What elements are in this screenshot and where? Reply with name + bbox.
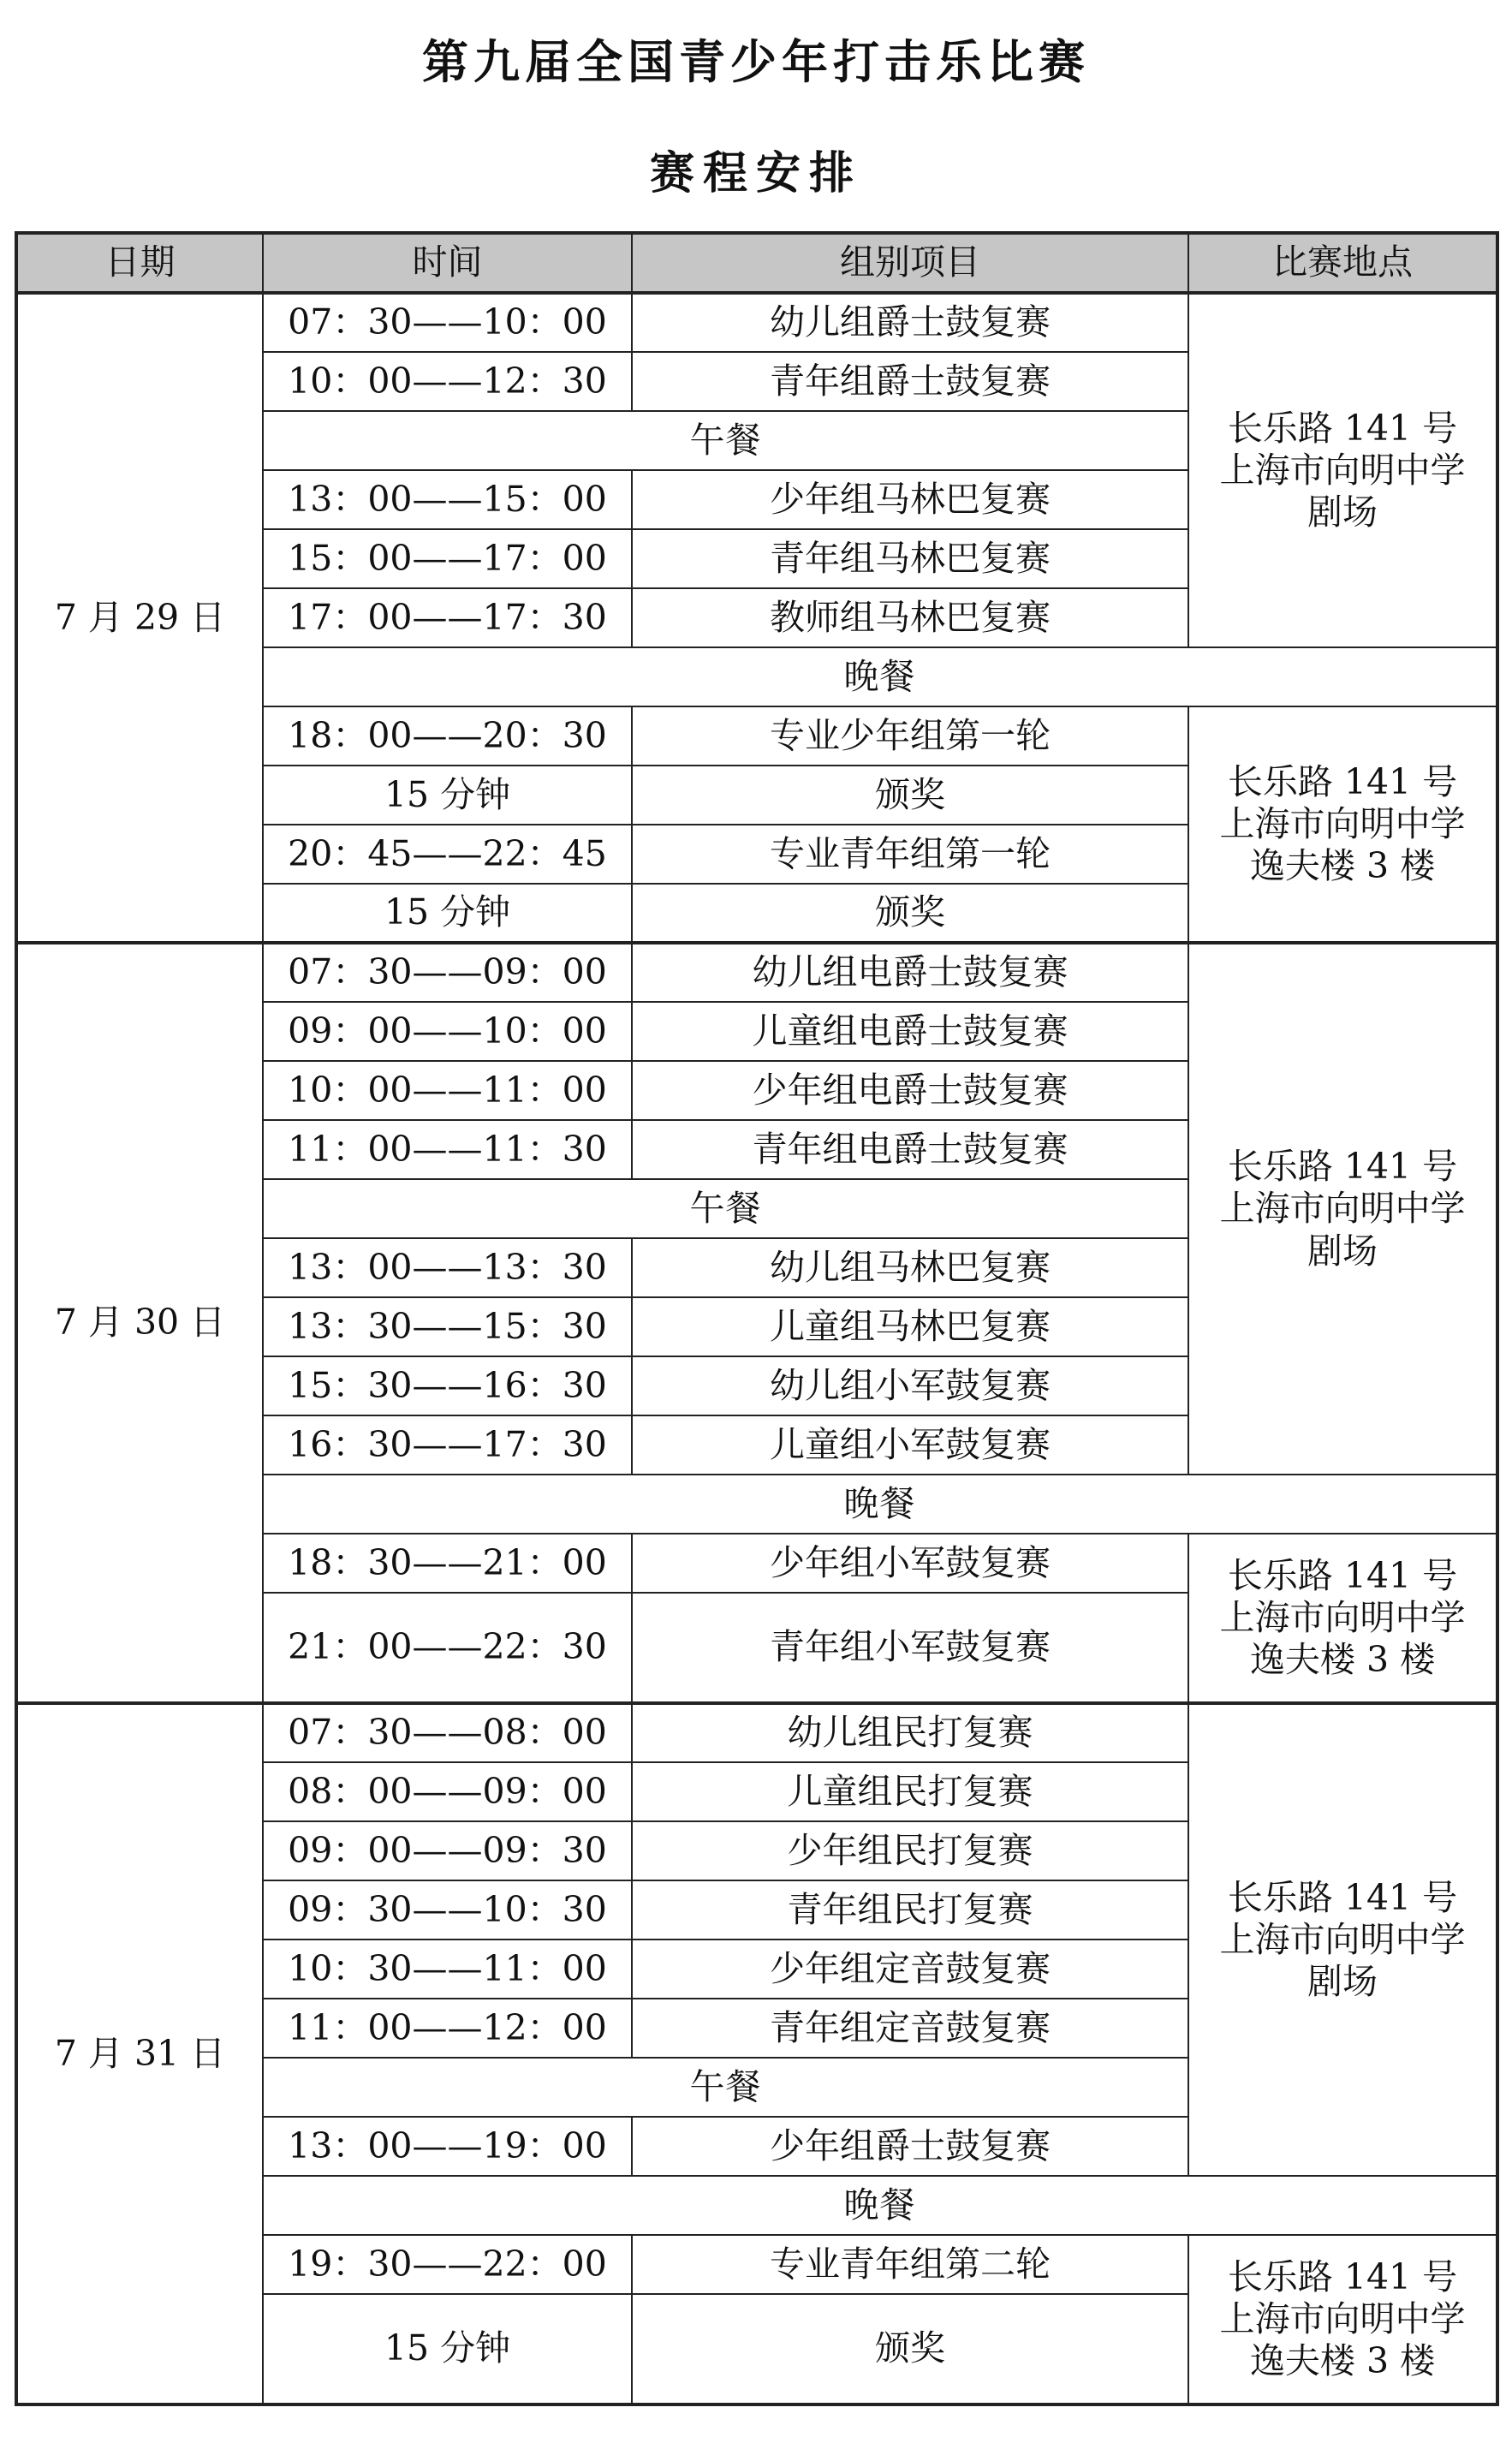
event-cell: 幼儿组小军鼓复赛	[632, 1356, 1188, 1415]
venue-line: 上海市向明中学	[1219, 802, 1466, 844]
time-cell: 10：30——11：00	[263, 1940, 632, 1999]
event-cell: 幼儿组爵士鼓复赛	[632, 293, 1188, 352]
venue-line: 长乐路 141 号	[1227, 1876, 1458, 1918]
time-cell: 07：30——10：00	[263, 293, 632, 352]
time-cell: 18：00——20：30	[263, 706, 632, 766]
header-time: 时间	[263, 233, 632, 293]
time-cell: 15 分钟	[263, 884, 632, 943]
venue-line: 长乐路 141 号	[1227, 2255, 1458, 2297]
event-cell: 儿童组电爵士鼓复赛	[632, 1002, 1188, 1061]
venue-line: 长乐路 141 号	[1227, 760, 1458, 802]
time-cell: 09：00——09：30	[263, 1821, 632, 1880]
venue-cell	[1188, 943, 1497, 1475]
venue-line: 逸夫楼 3 楼	[1249, 1639, 1436, 1681]
header-date: 日期	[16, 233, 263, 293]
venue-cell	[1188, 1703, 1497, 2176]
time-cell: 13：00——19：00	[263, 2117, 632, 2176]
time-cell: 10：00——12：30	[263, 352, 632, 411]
time-cell: 17：00——17：30	[263, 588, 632, 647]
event-cell: 幼儿组马林巴复赛	[632, 1238, 1188, 1297]
time-cell: 15：30——16：30	[263, 1356, 632, 1415]
meal-cell: 午餐	[263, 1179, 1188, 1238]
event-cell: 少年组小军鼓复赛	[632, 1534, 1188, 1593]
event-cell: 少年组马林巴复赛	[632, 470, 1188, 529]
event-cell: 专业青年组第二轮	[632, 2235, 1188, 2294]
time-cell: 10：00——11：00	[263, 1061, 632, 1120]
meal-cell: 晚餐	[263, 1475, 1497, 1534]
event-cell: 儿童组马林巴复赛	[632, 1297, 1188, 1356]
date-cell: 7 月 31 日	[16, 1703, 263, 2404]
time-cell: 21：00——22：30	[263, 1593, 632, 1703]
time-cell: 09：00——10：00	[263, 1002, 632, 1061]
table-header-row	[16, 233, 1497, 293]
event-cell: 少年组民打复赛	[632, 1821, 1188, 1880]
event-cell: 颁奖	[632, 2294, 1188, 2404]
venue-line: 上海市向明中学	[1219, 1596, 1466, 1638]
event-cell: 青年组民打复赛	[632, 1880, 1188, 1940]
document-subtitle: 赛程安排	[649, 148, 862, 200]
table-row	[16, 293, 1497, 352]
venue-line: 上海市向明中学	[1219, 449, 1466, 491]
date-cell: 7 月 29 日	[16, 293, 263, 943]
time-cell: 19：30——22：00	[263, 2235, 632, 2294]
venue-line: 上海市向明中学	[1219, 1188, 1466, 1230]
event-cell: 专业少年组第一轮	[632, 706, 1188, 766]
schedule-table	[15, 231, 1499, 2406]
event-cell: 儿童组民打复赛	[632, 1762, 1188, 1821]
venue-line: 上海市向明中学	[1219, 2297, 1466, 2339]
time-cell: 09：30——10：30	[263, 1880, 632, 1940]
event-cell: 青年组电爵士鼓复赛	[632, 1120, 1188, 1179]
venue-line: 长乐路 141 号	[1227, 1146, 1458, 1188]
event-cell: 幼儿组电爵士鼓复赛	[632, 943, 1188, 1002]
time-cell: 20：45——22：45	[263, 825, 632, 884]
time-cell: 13：30——15：30	[263, 1297, 632, 1356]
venue-line: 逸夫楼 3 楼	[1249, 2340, 1436, 2382]
venue-cell	[1188, 1534, 1497, 1703]
time-cell: 11：00——11：30	[263, 1120, 632, 1179]
time-cell: 13：00——15：00	[263, 470, 632, 529]
event-cell: 少年组爵士鼓复赛	[632, 2117, 1188, 2176]
event-cell: 颁奖	[632, 884, 1188, 943]
date-cell: 7 月 30 日	[16, 943, 263, 1703]
venue-line: 剧场	[1307, 492, 1378, 533]
event-cell: 青年组马林巴复赛	[632, 529, 1188, 588]
venue-line: 长乐路 141 号	[1227, 1554, 1458, 1596]
time-cell: 18：30——21：00	[263, 1534, 632, 1593]
event-cell: 少年组电爵士鼓复赛	[632, 1061, 1188, 1120]
meal-cell: 午餐	[263, 411, 1188, 470]
table-row	[16, 943, 1497, 1002]
time-cell: 07：30——08：00	[263, 1703, 632, 1762]
venue-line: 逸夫楼 3 楼	[1249, 845, 1436, 887]
event-cell: 颁奖	[632, 766, 1188, 825]
time-cell: 15 分钟	[263, 766, 632, 825]
table-row	[16, 1703, 1497, 1762]
header-event: 组别项目	[632, 233, 1188, 293]
time-cell: 16：30——17：30	[263, 1415, 632, 1475]
time-cell: 08：00——09：00	[263, 1762, 632, 1821]
event-cell: 青年组爵士鼓复赛	[632, 352, 1188, 411]
event-cell: 幼儿组民打复赛	[632, 1703, 1188, 1762]
event-cell: 青年组小军鼓复赛	[632, 1593, 1188, 1703]
header-venue: 比赛地点	[1188, 233, 1497, 293]
venue-cell	[1188, 706, 1497, 943]
venue-line: 上海市向明中学	[1219, 1918, 1466, 1960]
venue-cell	[1188, 2235, 1497, 2404]
time-cell: 15 分钟	[263, 2294, 632, 2404]
time-cell: 15：00——17：00	[263, 529, 632, 588]
meal-cell: 午餐	[263, 2058, 1188, 2117]
time-cell: 07：30——09：00	[263, 943, 632, 1002]
document-title: 第九届全国青少年打击乐比赛	[422, 35, 1090, 89]
time-cell: 11：00——12：00	[263, 1999, 632, 2058]
event-cell: 青年组定音鼓复赛	[632, 1999, 1188, 2058]
time-cell: 13：00——13：30	[263, 1238, 632, 1297]
event-cell: 儿童组小军鼓复赛	[632, 1415, 1188, 1475]
meal-cell: 晚餐	[263, 2176, 1497, 2235]
venue-line: 剧场	[1307, 1230, 1378, 1272]
event-cell: 教师组马林巴复赛	[632, 588, 1188, 647]
venue-line: 剧场	[1307, 1961, 1378, 2003]
event-cell: 少年组定音鼓复赛	[632, 1940, 1188, 1999]
venue-cell	[1188, 293, 1497, 647]
meal-cell: 晚餐	[263, 647, 1497, 706]
event-cell: 专业青年组第一轮	[632, 825, 1188, 884]
venue-line: 长乐路 141 号	[1227, 407, 1458, 449]
